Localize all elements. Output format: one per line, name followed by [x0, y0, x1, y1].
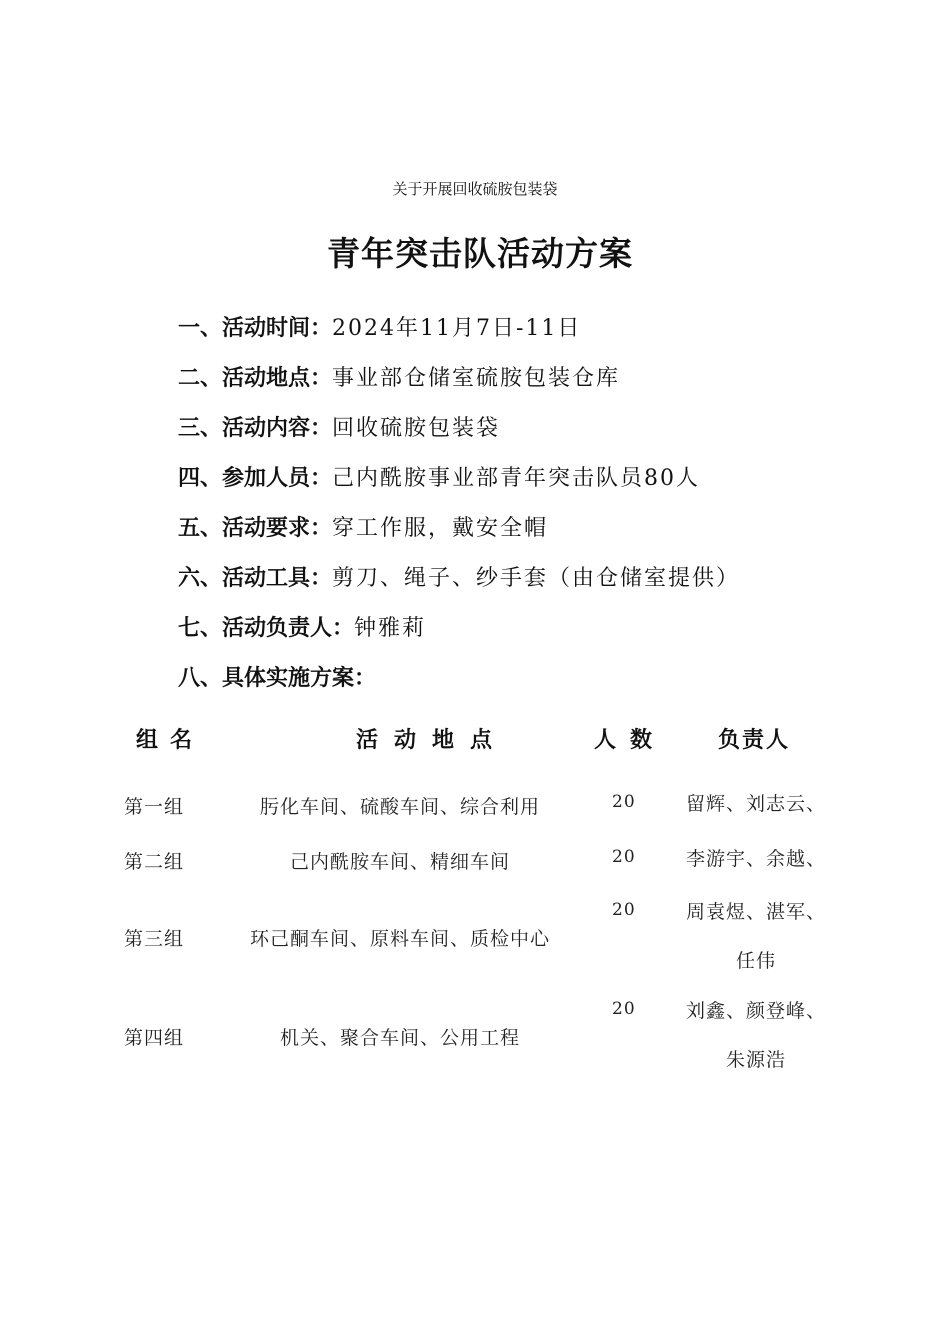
item-label: 一、活动时间： — [178, 316, 333, 341]
plan-item-leader — [178, 611, 898, 661]
row-lead-line-1: 刘鑫、颜登峰、 — [685, 1000, 826, 1022]
item-value: 钟雅莉 — [354, 616, 427, 641]
document-subtitle: 关于开展回收硫胺包装袋 — [392, 180, 558, 198]
item-label: 八、具体实施方案： — [178, 666, 377, 691]
row-group: 第一组 — [124, 796, 185, 818]
header-group: 组名 — [136, 728, 205, 753]
item-value: 事业部仓储室硫胺包装仓库 — [332, 366, 621, 391]
item-value: 回收硫胺包装袋 — [332, 416, 501, 441]
header-count: 人数 — [594, 728, 667, 753]
row-count: 20 — [612, 792, 636, 812]
row-lead-line-2: 朱源浩 — [725, 1049, 786, 1071]
plan-item-participants — [178, 461, 898, 511]
item-label: 六、活动工具： — [178, 566, 333, 591]
item-label: 二、活动地点： — [178, 366, 333, 391]
row-lead-line-2: 任伟 — [735, 950, 776, 972]
item-value: 己内酰胺事业部青年突击队员80人 — [332, 466, 701, 491]
item-label: 七、活动负责人： — [178, 616, 355, 641]
plan-item-location — [178, 361, 898, 411]
row-group: 第二组 — [124, 851, 185, 873]
plan-item-requirements — [178, 511, 898, 561]
row-group: 第三组 — [124, 928, 185, 950]
plan-items — [178, 311, 898, 711]
header-lead: 负责人 — [718, 728, 791, 753]
item-value: 剪刀、绳子、纱手套（由仓储室提供） — [332, 566, 741, 591]
header-place: 活动地点 — [356, 728, 509, 753]
item-value: 穿工作服，戴安全帽 — [332, 516, 549, 541]
document-title: 青年突击队活动方案 — [327, 234, 633, 273]
plan-item-tools — [178, 561, 898, 611]
row-group: 第四组 — [124, 1027, 185, 1049]
table-header — [0, 723, 950, 763]
plan-item-implementation — [178, 661, 898, 711]
row-lead: 留辉、刘志云、 — [685, 793, 826, 815]
row-count: 20 — [612, 999, 636, 1019]
row-place: 环己酮车间、原料车间、质检中心 — [249, 928, 550, 950]
item-label: 五、活动要求： — [178, 516, 333, 541]
row-count: 20 — [612, 900, 636, 920]
row-count: 20 — [612, 847, 636, 867]
item-value: 2024年11月7日-11日 — [332, 316, 582, 341]
row-lead-line-1: 周袁煜、湛军、 — [685, 901, 826, 923]
row-lead: 李游宇、余越、 — [685, 848, 826, 870]
plan-item-time — [178, 311, 898, 361]
item-label: 四、参加人员： — [178, 466, 333, 491]
item-label: 三、活动内容： — [178, 416, 333, 441]
row-place: 肟化车间、硫酸车间、综合利用 — [259, 796, 540, 818]
row-place: 己内酰胺车间、精细车间 — [289, 851, 510, 873]
plan-item-content — [178, 411, 898, 461]
row-place: 机关、聚合车间、公用工程 — [279, 1027, 520, 1049]
